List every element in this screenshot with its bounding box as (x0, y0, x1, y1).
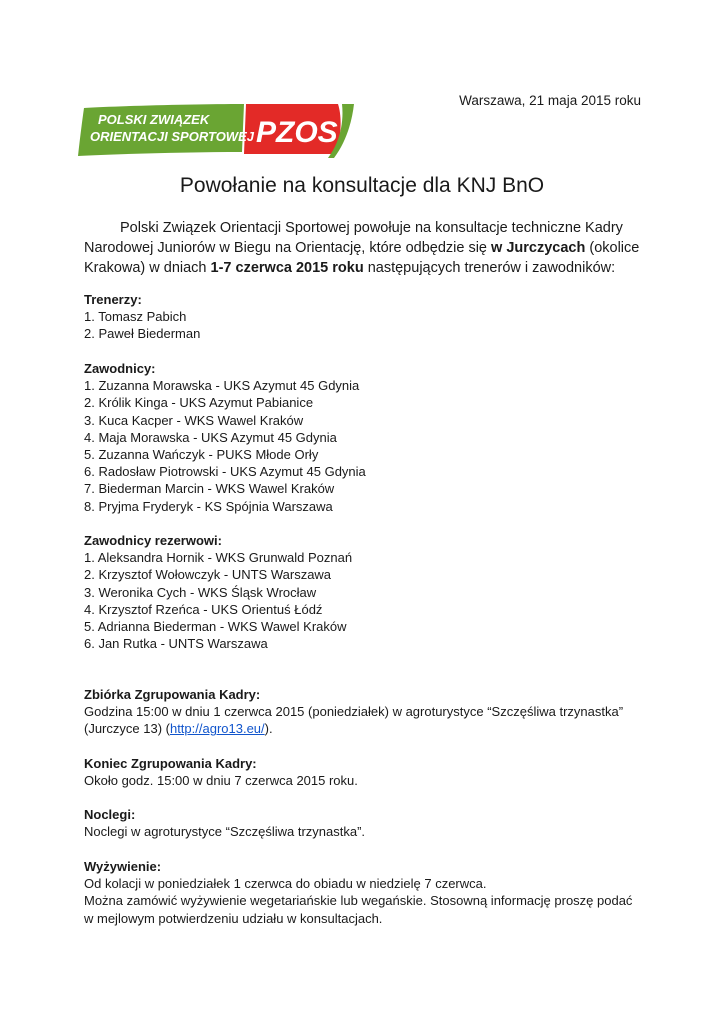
logo-abbr: PZOS (256, 116, 338, 149)
zbiorka-line2 (84, 720, 644, 737)
intro-text-2: (okolice Krakowa) w dniach (84, 240, 640, 276)
intro-dates: 1-7 czerwca 2015 roku (210, 260, 364, 276)
list-item: 3. Kuca Kacper - WKS Wawel Kraków (84, 412, 304, 428)
list-item: 4. Maja Morawska - UKS Azymut 45 Gdynia (84, 429, 337, 445)
list-item: 3. Weronika Cych - WKS Śląsk Wrocław (84, 584, 317, 600)
agro13-link[interactable]: http://agro13.eu/ (169, 721, 265, 737)
wyzywienie-section (84, 858, 644, 927)
document-title: Powołanie na konsultacje dla KNJ BnO (179, 174, 545, 197)
list-item: 2. Królik Kinga - UKS Azymut Pabianice (84, 395, 314, 411)
zbiorka-line1: Godzina 15:00 w dniu 1 czerwca 2015 (poniedziałek) w agroturystyce “Szczęśliwa trzynastka” (84, 704, 624, 720)
list-item: 1. Tomasz Pabich (84, 309, 187, 325)
list-item: 1. Aleksandra Hornik - WKS Grunwald Poznań (84, 550, 353, 566)
zawodnicy-section (84, 360, 644, 515)
koniec-heading: Koniec Zgrupowania Kadry: (84, 756, 257, 771)
zbiorka-heading: Zbiórka Zgrupowania Kadry: (84, 687, 261, 702)
zbiorka-line2-post: ). (264, 721, 273, 737)
list-item: 1. Zuzanna Morawska - UKS Azymut 45 Gdynia (84, 378, 360, 394)
intro-paragraph (84, 218, 644, 278)
trenerzy-heading: Trenerzy: (84, 292, 142, 307)
logo-line1: POLSKI ZWIĄZEK (98, 112, 210, 127)
intro-text-1: Polski Związek Orientacji Sportowej powołuje na konsultacje techniczne Kadry Narodowej Juniorów w Biegu na Orientację, które odbędzie się (84, 220, 623, 256)
zawodnicy-heading: Zawodnicy: (84, 361, 156, 376)
list-item: 8. Pryjma Fryderyk - KS Spójnia Warszawa (84, 498, 333, 514)
list-item: 2. Paweł Biederman (84, 326, 201, 342)
zbiorka-section (84, 686, 644, 738)
rezerwowi-heading: Zawodnicy rezerwowi: (84, 533, 222, 548)
wyzywienie-line2: Można zamówić wyżywienie wegetariańskie lub wegańskie. Stosowną informację proszę podać (84, 893, 633, 909)
noclegi-line1: Noclegi w agroturystyce “Szczęśliwa trzynastka”. (84, 824, 366, 840)
list-item: 5. Zuzanna Wańczyk - PUKS Młode Orły (84, 447, 319, 463)
koniec-line1: Około godz. 15:00 w dniu 7 czerwca 2015 roku. (84, 773, 358, 789)
zbiorka-line2-pre: (Jurczyce 13) ( (84, 721, 170, 737)
trenerzy-section (84, 291, 644, 343)
wyzywienie-line1: Od kolacji w poniedziałek 1 czerwca do obiadu w niedzielę 7 czerwca. (84, 876, 487, 892)
pzos-logo-graphic (76, 102, 354, 158)
intro-text-3: następujących trenerów i zawodników: (363, 260, 616, 276)
list-item: 5. Adrianna Biederman - WKS Wawel Kraków (84, 619, 347, 635)
koniec-section (84, 755, 644, 789)
intro-location: w Jurczycach (491, 240, 586, 256)
document-date: Warszawa, 21 maja 2015 roku (459, 93, 641, 108)
logo-line2: ORIENTACJI SPORTOWEJ (90, 129, 254, 144)
pzos-logo (76, 102, 354, 158)
noclegi-heading: Noclegi: (84, 807, 136, 822)
list-item: 4. Krzysztof Rzeńca - UKS Orientuś Łódź (84, 601, 323, 617)
wyzywienie-heading: Wyżywienie: (84, 859, 162, 874)
wyzywienie-line3: w mejlowym potwierdzeniu udziału w konsultacjach. (84, 910, 383, 926)
noclegi-section (84, 806, 644, 840)
list-item: 6. Jan Rutka - UNTS Warszawa (84, 636, 268, 652)
list-item: 7. Biederman Marcin - WKS Wawel Kraków (84, 481, 335, 497)
list-item: 6. Radosław Piotrowski - UKS Azymut 45 Gdynia (84, 464, 366, 480)
list-item: 2. Krzysztof Wołowczyk - UNTS Warszawa (84, 567, 332, 583)
rezerwowi-section (84, 532, 644, 652)
